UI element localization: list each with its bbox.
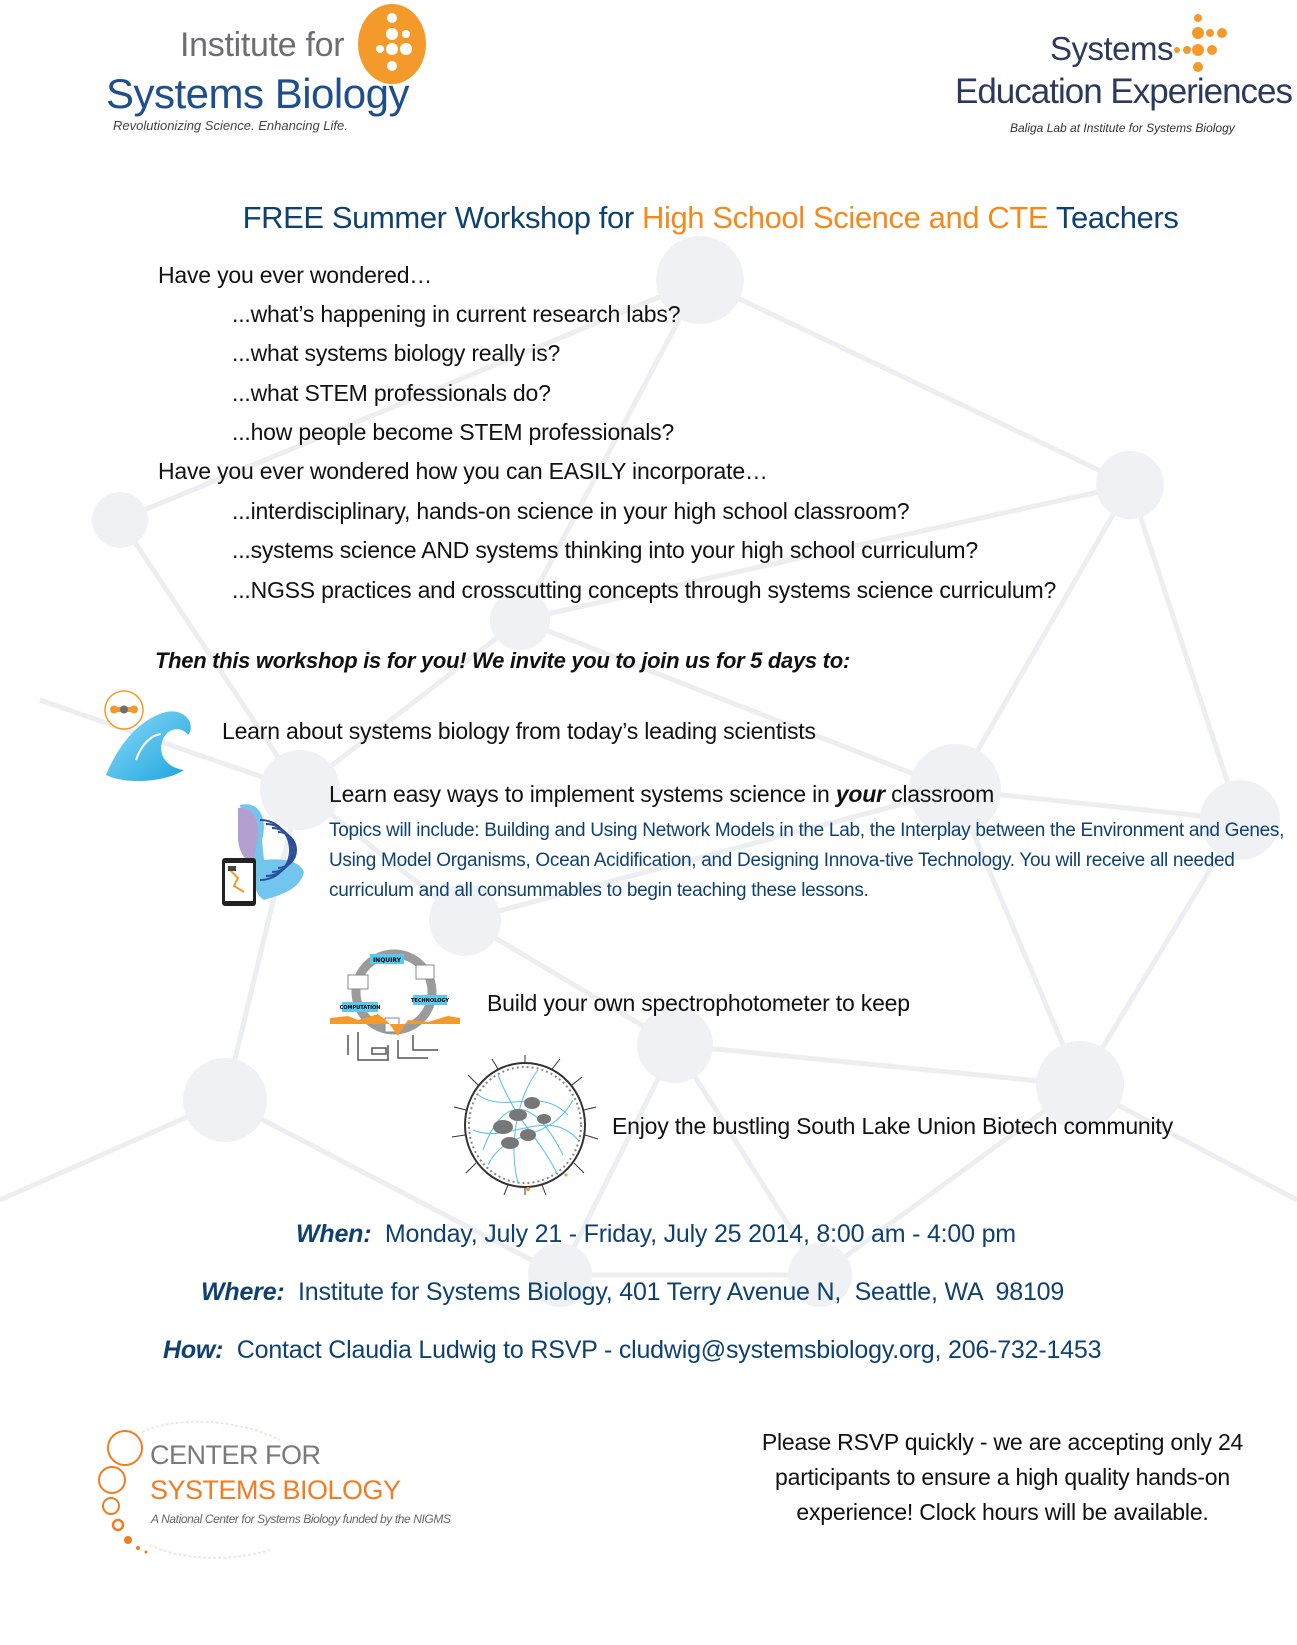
benefit-classroom-before: Learn easy ways to implement systems science in: [329, 781, 836, 807]
page-title: [0, 200, 1297, 236]
question-item: ...what systems biology really is?: [232, 340, 561, 366]
benefit-classroom-after: classroom: [884, 781, 995, 807]
isb-logo-tagline: Revolutionizing Science. Enhancing Life.: [113, 118, 348, 133]
wave-icon: [96, 690, 201, 785]
question-item: ...how people become STEM professionals?: [232, 419, 675, 445]
how-label: How:: [163, 1336, 224, 1364]
where-line: [201, 1278, 1064, 1307]
cycle-label-technology-text: TECHNOLOGY: [411, 998, 449, 1004]
csb-logo-line1: CENTER FOR: [150, 1440, 321, 1470]
title-part-audience: High School Science and CTE: [641, 200, 1049, 235]
title-part-teachers: Teachers: [1048, 200, 1179, 235]
benefit-item-spectrophotometer: Build your own spectrophotometer to keep: [487, 990, 910, 1016]
topics-description: Topics will include: Building and Using Network Models in the Lab, the Interplay between the Environment and Genes, Using Model Organisms, Ocean Acidification, and Designing Innova-tive Technology. You will receive all needed curriculum and all consummables to begin teaching these lessons.: [329, 820, 1285, 901]
question-lead-1: Have you ever wondered…: [158, 262, 433, 288]
question-item: ...what’s happening in current research labs?: [232, 301, 681, 327]
how-value: Contact Claudia Ludwig to RSVP - cludwig@systemsbiology.org, 206-732-1453: [223, 1336, 1102, 1364]
how-line: [163, 1336, 1101, 1365]
csb-logo-line2: SYSTEMS BIOLOGY: [150, 1475, 401, 1505]
rsvp-line-3: experience! Clock hours will be available.: [796, 1499, 1209, 1525]
where-label: Where:: [201, 1278, 285, 1306]
question-item: ...interdisciplinary, hands-on science in your high school classroom?: [232, 498, 910, 524]
benefit-classroom-emphasis: your: [835, 781, 885, 807]
rsvp-line-1: Please RSVP quickly - we are accepting only 24: [761, 1429, 1244, 1455]
benefit-item-learn-scientists: Learn about systems biology from today’s leading scientists: [222, 718, 816, 744]
invite-heading: Then this workshop is for you! We invite you to join us for 5 days to:: [155, 648, 850, 673]
benefit-item-biotech-community: Enjoy the bustling South Lake Union Biotech community: [612, 1113, 1173, 1139]
when-line: [296, 1220, 1016, 1249]
benefit-item-classroom: [329, 781, 994, 808]
isb-logo-line1: Institute for: [180, 26, 345, 64]
network-circle-icon: [448, 1055, 603, 1195]
when-value: Monday, July 21 - Friday, July 25 2014, 8:00 am - 4:00 pm: [371, 1220, 1016, 1248]
see-logo-tagline: Baliga Lab at Institute for Systems Biology: [1010, 121, 1235, 135]
cycle-label-inquiry-text: INQUIRY: [372, 957, 402, 964]
csb-logo: [0, 1400, 500, 1580]
csb-logo-tagline: A National Center for Systems Biology funded by the NIGMS: [151, 1512, 451, 1526]
question-lead-2: Have you ever wondered how you can EASILY incorporate…: [158, 458, 768, 484]
inquiry-cycle-icon: [328, 940, 463, 1070]
see-logo-line2: Education Experiences: [955, 72, 1292, 111]
see-logo-line1: Systems: [1050, 30, 1174, 67]
question-item: ...systems science AND systems thinking into your high school curriculum?: [232, 537, 978, 563]
isb-logo-line2: Systems Biology: [106, 70, 409, 117]
tablet-head-icon: [220, 800, 328, 908]
rsvp-note: [715, 1425, 1290, 1530]
question-item: ...NGSS practices and crosscutting concepts through systems science curriculum?: [232, 577, 1057, 603]
see-logo: [0, 0, 1297, 145]
title-part-free-workshop: FREE Summer Workshop for: [242, 200, 642, 235]
cycle-label-computation-text: COMPUTATION: [339, 1005, 381, 1011]
when-label: When:: [296, 1220, 372, 1248]
where-value: Institute for Systems Biology, 401 Terry Avenue N, Seattle, WA 98109: [284, 1278, 1065, 1306]
rsvp-line-2: participants to ensure a high quality hands-on: [775, 1464, 1230, 1490]
question-item: ...what STEM professionals do?: [232, 380, 551, 406]
